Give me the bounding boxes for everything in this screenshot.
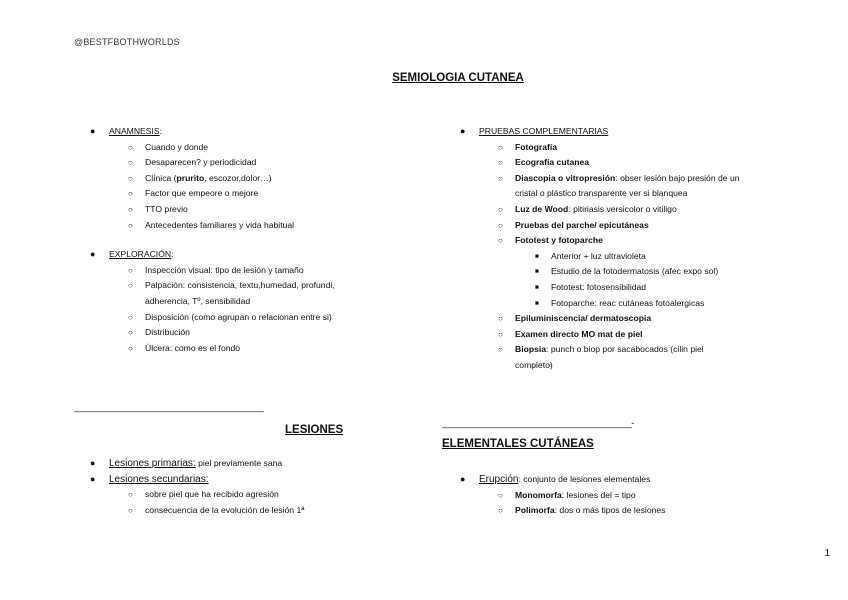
list-item: ○ Fototest y fotoparche	[515, 233, 789, 249]
exploracion-item: ● EXPLORACIÓN:	[109, 247, 409, 263]
circle-bullet-icon: ○	[498, 173, 503, 183]
circle-bullet-icon: ○	[128, 189, 133, 199]
bullet-icon: ●	[460, 126, 466, 136]
right-divider: __________________________________________-	[442, 418, 634, 428]
circle-bullet-icon: ○	[498, 329, 503, 339]
list-item: ○ Ecografía cutanea	[515, 155, 789, 171]
lesiones-list	[90, 456, 419, 518]
list-item: ○ sobre piel que ha recibido agresión	[145, 487, 419, 503]
list-item: ○ Palpación: consistencia, textu,humedad, profundi,	[145, 278, 409, 294]
list-item: ○ Diascopia o vitropresión: obser lesión bajo presión de un	[515, 171, 789, 187]
circle-bullet-icon: ○	[128, 343, 133, 353]
circle-bullet-icon: ○	[128, 328, 133, 338]
sub-list-item: ■ Anterior + luz ultravioleta	[551, 249, 789, 265]
lesiones-title: LESIONES	[285, 424, 344, 436]
list-item: ○ Epiluminiscencia/ dermatoscopia	[515, 311, 789, 327]
list-item: ● Lesiones primarias: piel previamente sana	[109, 456, 419, 472]
list-item-continuation: adherencia, Tº, sensibilidad	[145, 295, 251, 306]
list-item: ○ consecuencia de la evolución de lesión 1ª	[145, 503, 419, 519]
pruebas-item: ● PRUEBAS COMPLEMENTARIAS	[479, 124, 789, 140]
circle-bullet-icon: ○	[498, 142, 503, 152]
list-item: ○ Fotografía	[515, 140, 789, 156]
list-item: ○ Antecedentes familiares y vida habitual	[145, 218, 409, 234]
square-bullet-icon: ■	[535, 252, 539, 260]
elementales-title: ELEMENTALES CUTÁNEAS	[442, 438, 594, 450]
list-item-continuation: cristal o plástico transparente ver si blanquea	[515, 188, 688, 199]
page-title: SEMIOLOGIA CUTANEA	[392, 72, 524, 84]
bullet-icon: ●	[90, 458, 96, 468]
circle-bullet-icon: ○	[128, 142, 133, 152]
header-tag: @BESTFBOTHWORLDS	[74, 37, 180, 47]
left-column	[90, 124, 409, 356]
circle-bullet-icon: ○	[498, 220, 503, 230]
list-item: ○ TTO previo	[145, 202, 409, 218]
circle-bullet-icon: ○	[128, 505, 133, 515]
square-bullet-icon: ■	[535, 299, 539, 307]
list-item: ○ Luz de Wood: pitiriasis versicolor o vitiligo	[515, 202, 789, 218]
list-item: ● Lesiones secundarias:	[109, 472, 419, 488]
bullet-icon: ●	[90, 126, 96, 136]
list-item-continuation: completo)	[515, 359, 553, 370]
circle-bullet-icon: ○	[128, 265, 133, 275]
list-item: ○ Examen directo MO mat de piel	[515, 327, 789, 343]
circle-bullet-icon: ○	[128, 220, 133, 230]
circle-bullet-icon: ○	[128, 204, 133, 214]
right-column	[460, 124, 789, 374]
list-item: ○ Pruebas del parche/ epicutáneas	[515, 218, 789, 234]
circle-bullet-icon: ○	[128, 312, 133, 322]
list-item: ○ Clínica (prurito, escozor,dolor…)	[145, 171, 409, 187]
sub-list-item: ■ Fotoparche: reac cutáneas fotoalergicas	[551, 296, 789, 312]
bullet-icon: ●	[90, 473, 96, 484]
list-item: ● Erupción: conjunto de lesiones elementales	[479, 472, 789, 488]
square-bullet-icon: ■	[535, 268, 539, 276]
circle-bullet-icon: ○	[128, 490, 133, 500]
circle-bullet-icon: ○	[498, 204, 503, 214]
list-item: ○ Distribución	[145, 325, 409, 341]
circle-bullet-icon: ○	[498, 236, 503, 246]
bullet-icon: ●	[90, 249, 96, 260]
circle-bullet-icon: ○	[498, 345, 503, 355]
list-item: ○ Inspección visual: tipo de lesión y tamaño	[145, 263, 409, 279]
circle-bullet-icon: ○	[128, 173, 133, 183]
circle-bullet-icon: ○	[128, 158, 133, 168]
circle-bullet-icon: ○	[498, 506, 503, 516]
circle-bullet-icon: ○	[128, 281, 133, 291]
list-item: ○ Disposición (como agrupan o relacionan entre si)	[145, 310, 409, 326]
list-item: ○ Desaparecen? y periodicidad	[145, 155, 409, 171]
sub-list-item: ■ Fototest: fotosensibilidad	[551, 280, 789, 296]
list-item: ○ Biopsia: punch o biop por sacabocados (cilin piel	[515, 342, 789, 358]
page-number: 1	[824, 548, 830, 559]
left-divider: __________________________________________	[74, 402, 264, 412]
list-item: ○ Monomorfa: lesiones del = tipo	[515, 488, 789, 504]
anamnesis-item: ● ANAMNESIS:	[109, 124, 409, 140]
list-item: ○ Úlcera: como es el fondo	[145, 341, 409, 357]
circle-bullet-icon: ○	[498, 314, 503, 324]
list-item: ○ Polimorfa: dos o más tipos de lesiones	[515, 503, 789, 519]
list-item: ○ Cuando y donde	[145, 140, 409, 156]
square-bullet-icon: ■	[535, 283, 539, 291]
circle-bullet-icon: ○	[498, 158, 503, 168]
sub-list-item: ■ Estudio de la fotodermatosis (afec expo sol)	[551, 264, 789, 280]
circle-bullet-icon: ○	[498, 490, 503, 500]
bullet-icon: ●	[460, 474, 466, 484]
elementales-list	[460, 472, 789, 519]
list-item: ○ Factor que empeore o mejore	[145, 186, 409, 202]
